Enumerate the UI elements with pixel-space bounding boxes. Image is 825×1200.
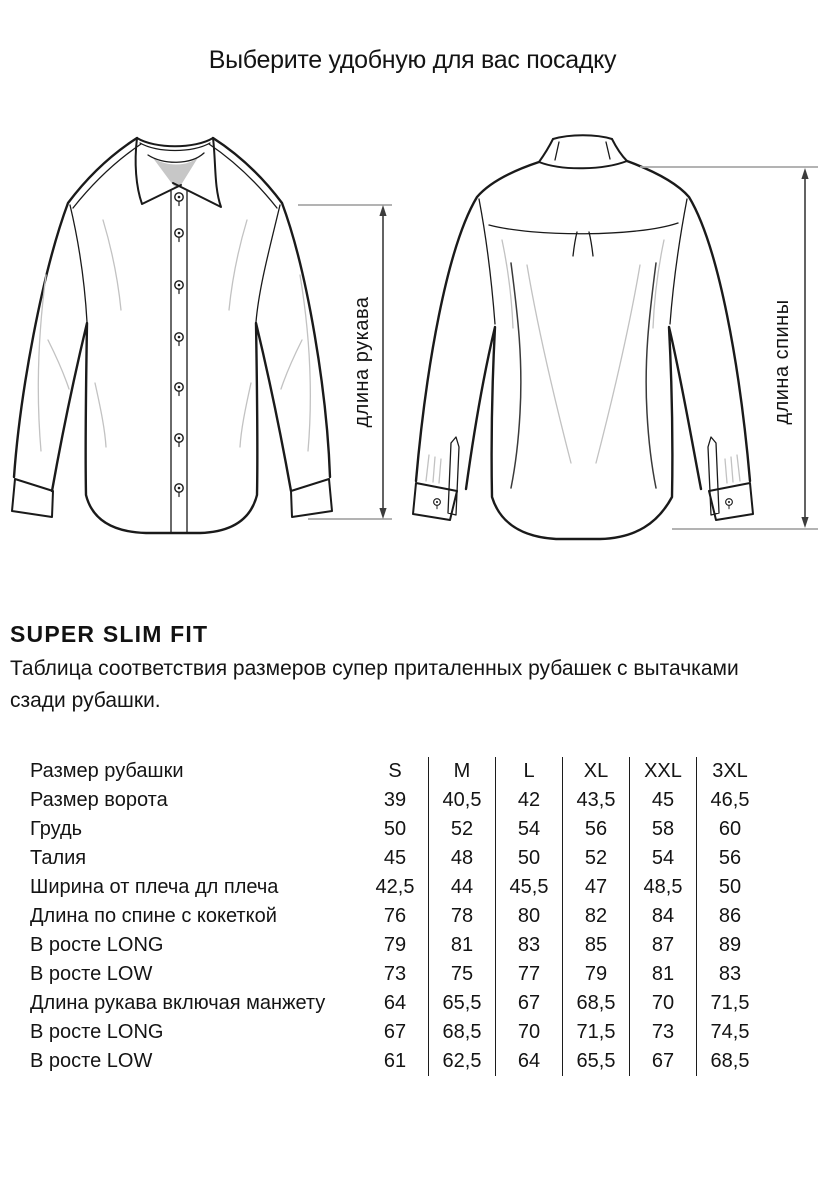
fit-name-heading: SUPER SLIM FIT: [10, 621, 209, 647]
size-value: 76: [383, 905, 407, 927]
size-value: 58: [630, 815, 697, 844]
size-value: 68,5: [429, 1018, 496, 1047]
size-value: 73: [383, 963, 407, 985]
size-value: 56: [563, 815, 630, 844]
back-cuff-buttons: [434, 499, 733, 509]
size-value: 79: [383, 934, 407, 956]
size-value: 52: [563, 844, 630, 873]
sleeve-length-dimension: [298, 205, 392, 519]
front-buttons: [175, 193, 183, 497]
size-value: 82: [563, 902, 630, 931]
row-label: Ширина от плеча дл плеча: [30, 876, 279, 898]
size-value: 65,5: [563, 1047, 630, 1076]
front-cuff-left: [12, 479, 53, 517]
page-title: Выберите удобную для вас посадку: [208, 46, 617, 74]
table-row: [30, 815, 763, 844]
size-value: 54: [630, 844, 697, 873]
size-value: 86: [697, 902, 764, 931]
size-value: 40,5: [429, 786, 496, 815]
size-value: 89: [697, 931, 764, 960]
row-label: Длина по спине с кокеткой: [30, 905, 277, 927]
size-value: 78: [429, 902, 496, 931]
size-value: 64: [496, 1047, 563, 1076]
back-length-label: длина спины: [771, 299, 793, 425]
size-value: 48,5: [630, 873, 697, 902]
front-creases: [38, 220, 310, 451]
size-value: 79: [563, 960, 630, 989]
size-col-header: S: [388, 760, 402, 782]
size-value: 46,5: [697, 786, 764, 815]
row-label: Размер ворота: [30, 789, 168, 811]
row-label: В росте LONG: [30, 934, 164, 956]
size-value: 50: [496, 844, 563, 873]
size-value: 52: [429, 815, 496, 844]
size-table: [30, 757, 763, 1076]
row-label: В росте LONG: [30, 1021, 164, 1043]
size-value: 39: [383, 789, 407, 811]
size-value: 77: [496, 960, 563, 989]
row-label: Талия: [30, 847, 87, 869]
back-yoke-seam: [489, 223, 678, 234]
size-value: 64: [383, 992, 407, 1014]
back-collar: [539, 135, 627, 168]
size-value: 60: [697, 815, 764, 844]
size-value: 68,5: [697, 1047, 764, 1076]
sleeve-length-label: длина рукава: [351, 296, 373, 428]
size-value: 70: [630, 989, 697, 1018]
table-row: [30, 1018, 763, 1047]
size-value: 81: [429, 931, 496, 960]
size-value: 45: [630, 786, 697, 815]
size-value: 67: [383, 1021, 407, 1043]
front-placket: [171, 191, 187, 532]
row-label: Грудь: [30, 818, 83, 840]
size-col-header: 3XL: [697, 757, 764, 786]
size-value: 54: [496, 815, 563, 844]
size-table-header-row: [30, 757, 763, 786]
size-value: 45: [383, 847, 407, 869]
size-value: 71,5: [563, 1018, 630, 1047]
table-row: [30, 873, 763, 902]
size-value: 67: [496, 989, 563, 1018]
shirt-back-illustration: [413, 135, 753, 539]
size-value: 87: [630, 931, 697, 960]
front-cuff-right: [291, 479, 332, 517]
size-value: 61: [383, 1050, 407, 1072]
size-value: 70: [496, 1018, 563, 1047]
size-value: 85: [563, 931, 630, 960]
size-value: 62,5: [429, 1047, 496, 1076]
size-value: 71,5: [697, 989, 764, 1018]
table-row: [30, 931, 763, 960]
size-value: 47: [563, 873, 630, 902]
size-value: 48: [429, 844, 496, 873]
size-value: 42,5: [375, 876, 415, 898]
size-value: 42: [496, 786, 563, 815]
size-value: 73: [630, 1018, 697, 1047]
size-col-header: M: [429, 757, 496, 786]
size-value: 50: [383, 818, 407, 840]
row-label: Размер рубашки: [30, 760, 184, 782]
table-row: [30, 902, 763, 931]
size-value: 84: [630, 902, 697, 931]
size-value: 81: [630, 960, 697, 989]
size-value: 83: [697, 960, 764, 989]
table-row: [30, 786, 763, 815]
shirt-diagrams: [0, 125, 825, 570]
size-value: 67: [630, 1047, 697, 1076]
row-label: В росте LOW: [30, 1050, 153, 1072]
size-value: 74,5: [697, 1018, 764, 1047]
table-row: [30, 844, 763, 873]
size-value: 80: [496, 902, 563, 931]
back-sleeve-placket-right: [708, 437, 719, 515]
size-value: 50: [697, 873, 764, 902]
size-value: 44: [429, 873, 496, 902]
size-value: 56: [697, 844, 764, 873]
size-value: 43,5: [563, 786, 630, 815]
fit-description-line-1: Таблица соответствия размеров супер приталенных рубашек с вытачками: [10, 657, 739, 680]
back-length-dimension: [640, 167, 818, 529]
size-value: 65,5: [429, 989, 496, 1018]
fit-description-line-2: сзади рубашки.: [10, 689, 161, 712]
size-value: 75: [429, 960, 496, 989]
size-value: 83: [496, 931, 563, 960]
size-col-header: XXL: [630, 757, 697, 786]
size-value: 68,5: [563, 989, 630, 1018]
row-label: Длина рукава включая манжету: [30, 992, 326, 1014]
shirt-front-illustration: [12, 138, 332, 533]
table-row: [30, 989, 763, 1018]
row-label: В росте LOW: [30, 963, 153, 985]
table-row: [30, 1047, 763, 1076]
table-row: [30, 960, 763, 989]
size-col-header: L: [496, 757, 563, 786]
size-col-header: XL: [563, 757, 630, 786]
size-value: 45,5: [496, 873, 563, 902]
